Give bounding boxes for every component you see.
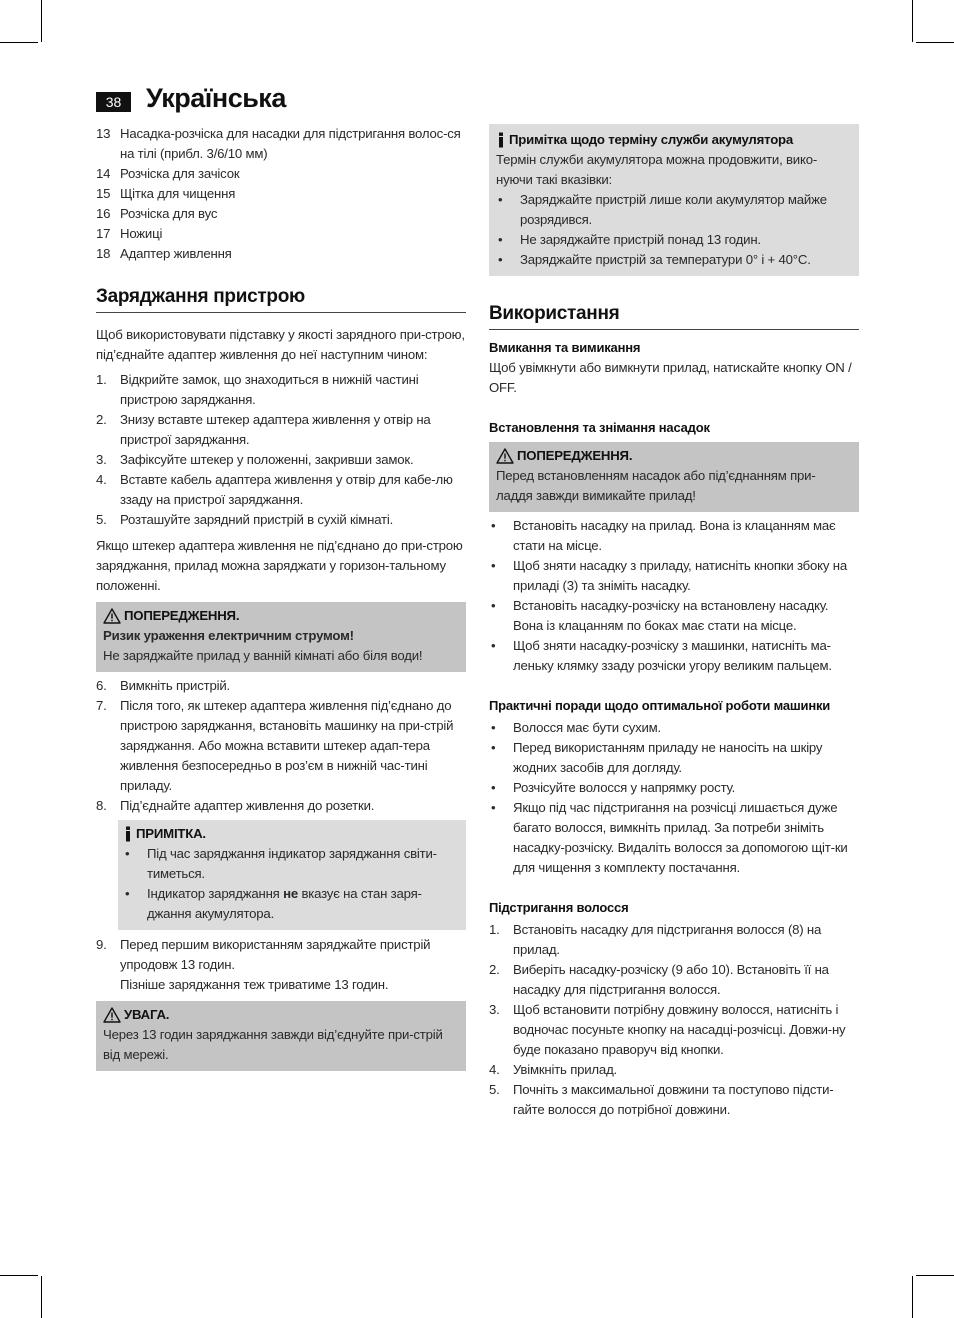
subheading-tips: Практичні поради щодо оптимальної роботи машинки [489, 698, 831, 713]
caution-text: Через 13 годин заряджання завжди від’єднуйте при-стрій від мережі. [103, 1027, 443, 1062]
trimming-steps [489, 920, 859, 1120]
list-item: 4. Вставте кабель адаптера живлення у отвір для кабе-лю ззаду на пристрої заряджання. [96, 472, 453, 507]
list-item: • Розчісуйте волосся у напрямку росту. [491, 780, 736, 795]
info-icon [496, 132, 506, 148]
caution-box [96, 1001, 466, 1071]
right-column [489, 124, 859, 1120]
list-item: 1. Встановіть насадку для підстригання волосся (8) на прилад. [489, 922, 822, 957]
charging-steps-continued [96, 676, 466, 816]
warning-box-attachments [489, 442, 859, 512]
list-item: 5. Почніть з максимальної довжини та поступово підсти-гайте волосся до потрібної довжини. [489, 1082, 834, 1117]
attach-warning-title: ПОПЕРЕДЖЕННЯ. [517, 448, 633, 463]
horizontal-charging-note: Якщо штекер адаптера живлення не під’єднано до при-строю заряджання, прилад можна заряджати у горизон-тальному положенні. [96, 538, 463, 593]
caution-title: УВАГА. [124, 1007, 170, 1022]
battery-note-title: Примітка щодо терміну служби акумулятора [509, 132, 794, 147]
list-item: 17 Ножиці [96, 226, 163, 241]
attach-warning-text: Перед встановленням насадок або під’єднанням при-ладдя завжди вимикайте прилад! [496, 468, 816, 503]
note-title: ПРИМІТКА. [136, 826, 206, 841]
list-item: • Встановіть насадку на прилад. Вона із клацанням має стати на місце. [491, 518, 836, 553]
list-item: • Заряджайте пристрій за температури 0° і + 40°C. [498, 252, 811, 267]
charging-intro: Щоб використовувати підставку у якості зарядного при-строю, під’єднайте адаптер живлення до неї наступним чином: [96, 327, 465, 362]
list-item: 16 Розчіска для вус [96, 206, 218, 221]
crop-mark [0, 1275, 38, 1276]
section-heading-charging: Заряджання пристрою [96, 285, 466, 313]
attachment-instructions [489, 516, 859, 676]
battery-life-note-box [489, 124, 859, 276]
list-item: • Встановіть насадку-розчіску на встановлену насадку. Вона із клацанням по боках має стати на місце. [491, 598, 829, 633]
crop-mark [916, 1275, 954, 1276]
warning-triangle-icon [496, 448, 514, 464]
list-item: 3. Щоб встановити потрібну довжину волосся, натисніть і водночас посуньте кнопку на насадці-розчісці. Довжи-ну буде показано праворуч від кнопки. [489, 1002, 846, 1057]
list-item: 13 Насадка-розчіска для насадки для підстригання волос-ся на тілі (прибл. 3/6/10 мм) [96, 126, 461, 161]
list-item: • Заряджайте пристрій лише коли акумулятор майже розрядився. [498, 192, 827, 227]
charging-steps [96, 370, 466, 530]
warning-subtitle: Ризик ураження електричним струмом! [103, 628, 354, 643]
list-item: 2. Знизу вставте штекер адаптера живлення у отвір на пристрої заряджання. [96, 412, 431, 447]
list-item: • Щоб зняти насадку-розчіску з машинки, натисніть ма-леньку клямку ззаду розчіски угору великим пальцем. [491, 638, 832, 673]
crop-mark [912, 0, 913, 42]
note-items [123, 844, 459, 924]
list-item: 4. Увімкніть прилад. [489, 1062, 618, 1077]
list-item: • Перед використанням приладу не наносіть на шкіру жодних засобів для догляду. [491, 740, 823, 775]
list-item: 7. Після того, як штекер адаптера живлення під’єднано до пристрою заряджання, встановіть машинку на при-стрій заряджання. Або можна вставити штекер адап-тера живлення безпосередньо в роз’єм в нижній час-тині приладу. [96, 698, 454, 793]
list-item: • Якщо під час підстригання на розчісці лишається дуже багато волосся, вимкніть прилад. За потреби зніміть насадку-розчіску. Видаліть волосся за допомогою щіт-ки для чищення з комплекту постачання. [491, 800, 848, 875]
list-item: 2. Виберіть насадку-розчіску (9 або 10). Встановіть її на насадку для підстригання волосся. [489, 962, 829, 997]
crop-mark [916, 42, 954, 43]
crop-mark [912, 1276, 913, 1318]
list-item: • Щоб зняти насадку з приладу, натисніть кнопки збоку на приладі (3) та зніміть насадку. [491, 558, 847, 593]
crop-mark [41, 1276, 42, 1318]
list-item: 18 Адаптер живлення [96, 246, 232, 261]
battery-note-intro: Термін служби акумулятора можна продовжити, вико-нуючи такі вказівки: [496, 152, 818, 187]
warning-triangle-icon [103, 1007, 121, 1023]
subheading-trimming: Підстригання волосся [489, 900, 629, 915]
list-item: 8. Під’єднайте адаптер живлення до розетки. [96, 798, 375, 813]
step-nine [96, 935, 466, 995]
list-item: 15 Щітка для чищення [96, 186, 236, 201]
parts-list [96, 124, 466, 264]
page-number: 38 [96, 92, 131, 112]
list-item: 14 Розчіска для зачісок [96, 166, 240, 181]
list-item: 5. Розташуйте зарядний пристрій в сухій кімнаті. [96, 512, 394, 527]
crop-mark [0, 42, 38, 43]
list-item: 3. Зафіксуйте штекер у положенні, закривши замок. [96, 452, 414, 467]
list-item: 6. Вимкніть пристрій. [96, 678, 230, 693]
list-item: 9. Перед першим використанням заряджайте пристрій упродовж 13 годин. Пізніше заряджання теж триватиме 13 годин. [96, 937, 431, 992]
warning-triangle-icon [103, 608, 121, 624]
subheading-attachments: Встановлення та знімання насадок [489, 420, 710, 435]
info-icon [123, 826, 133, 842]
list-item: • Індикатор заряджання не вказує на стан заря-джання акумулятора. [125, 886, 422, 921]
list-item: • Волосся має бути сухим. [491, 720, 662, 735]
page-title: Українська [146, 83, 286, 113]
list-item: • Не заряджайте пристрій понад 13 годин. [498, 232, 761, 247]
list-item: • Під час заряджання індикатор заряджання світи-тиметься. [125, 846, 437, 881]
usage-tips [489, 718, 859, 878]
battery-tips [496, 190, 852, 270]
warning-text: Не заряджайте прилад у ванній кімнаті або біля води! [103, 648, 423, 663]
warning-box-electric [96, 602, 466, 672]
onoff-text: Щоб увімкнути або вимкнути прилад, натискайте кнопку ON / OFF. [489, 360, 852, 395]
subheading-onoff: Вмикання та вимикання [489, 340, 641, 355]
crop-mark [41, 0, 42, 42]
warning-title: ПОПЕРЕДЖЕННЯ. [124, 608, 240, 623]
left-column [96, 124, 466, 1071]
note-box-indicator [118, 820, 466, 930]
list-item: 1. Відкрийте замок, що знаходиться в нижній частині пристрою заряджання. [96, 372, 419, 407]
section-heading-usage: Використання [489, 302, 859, 330]
